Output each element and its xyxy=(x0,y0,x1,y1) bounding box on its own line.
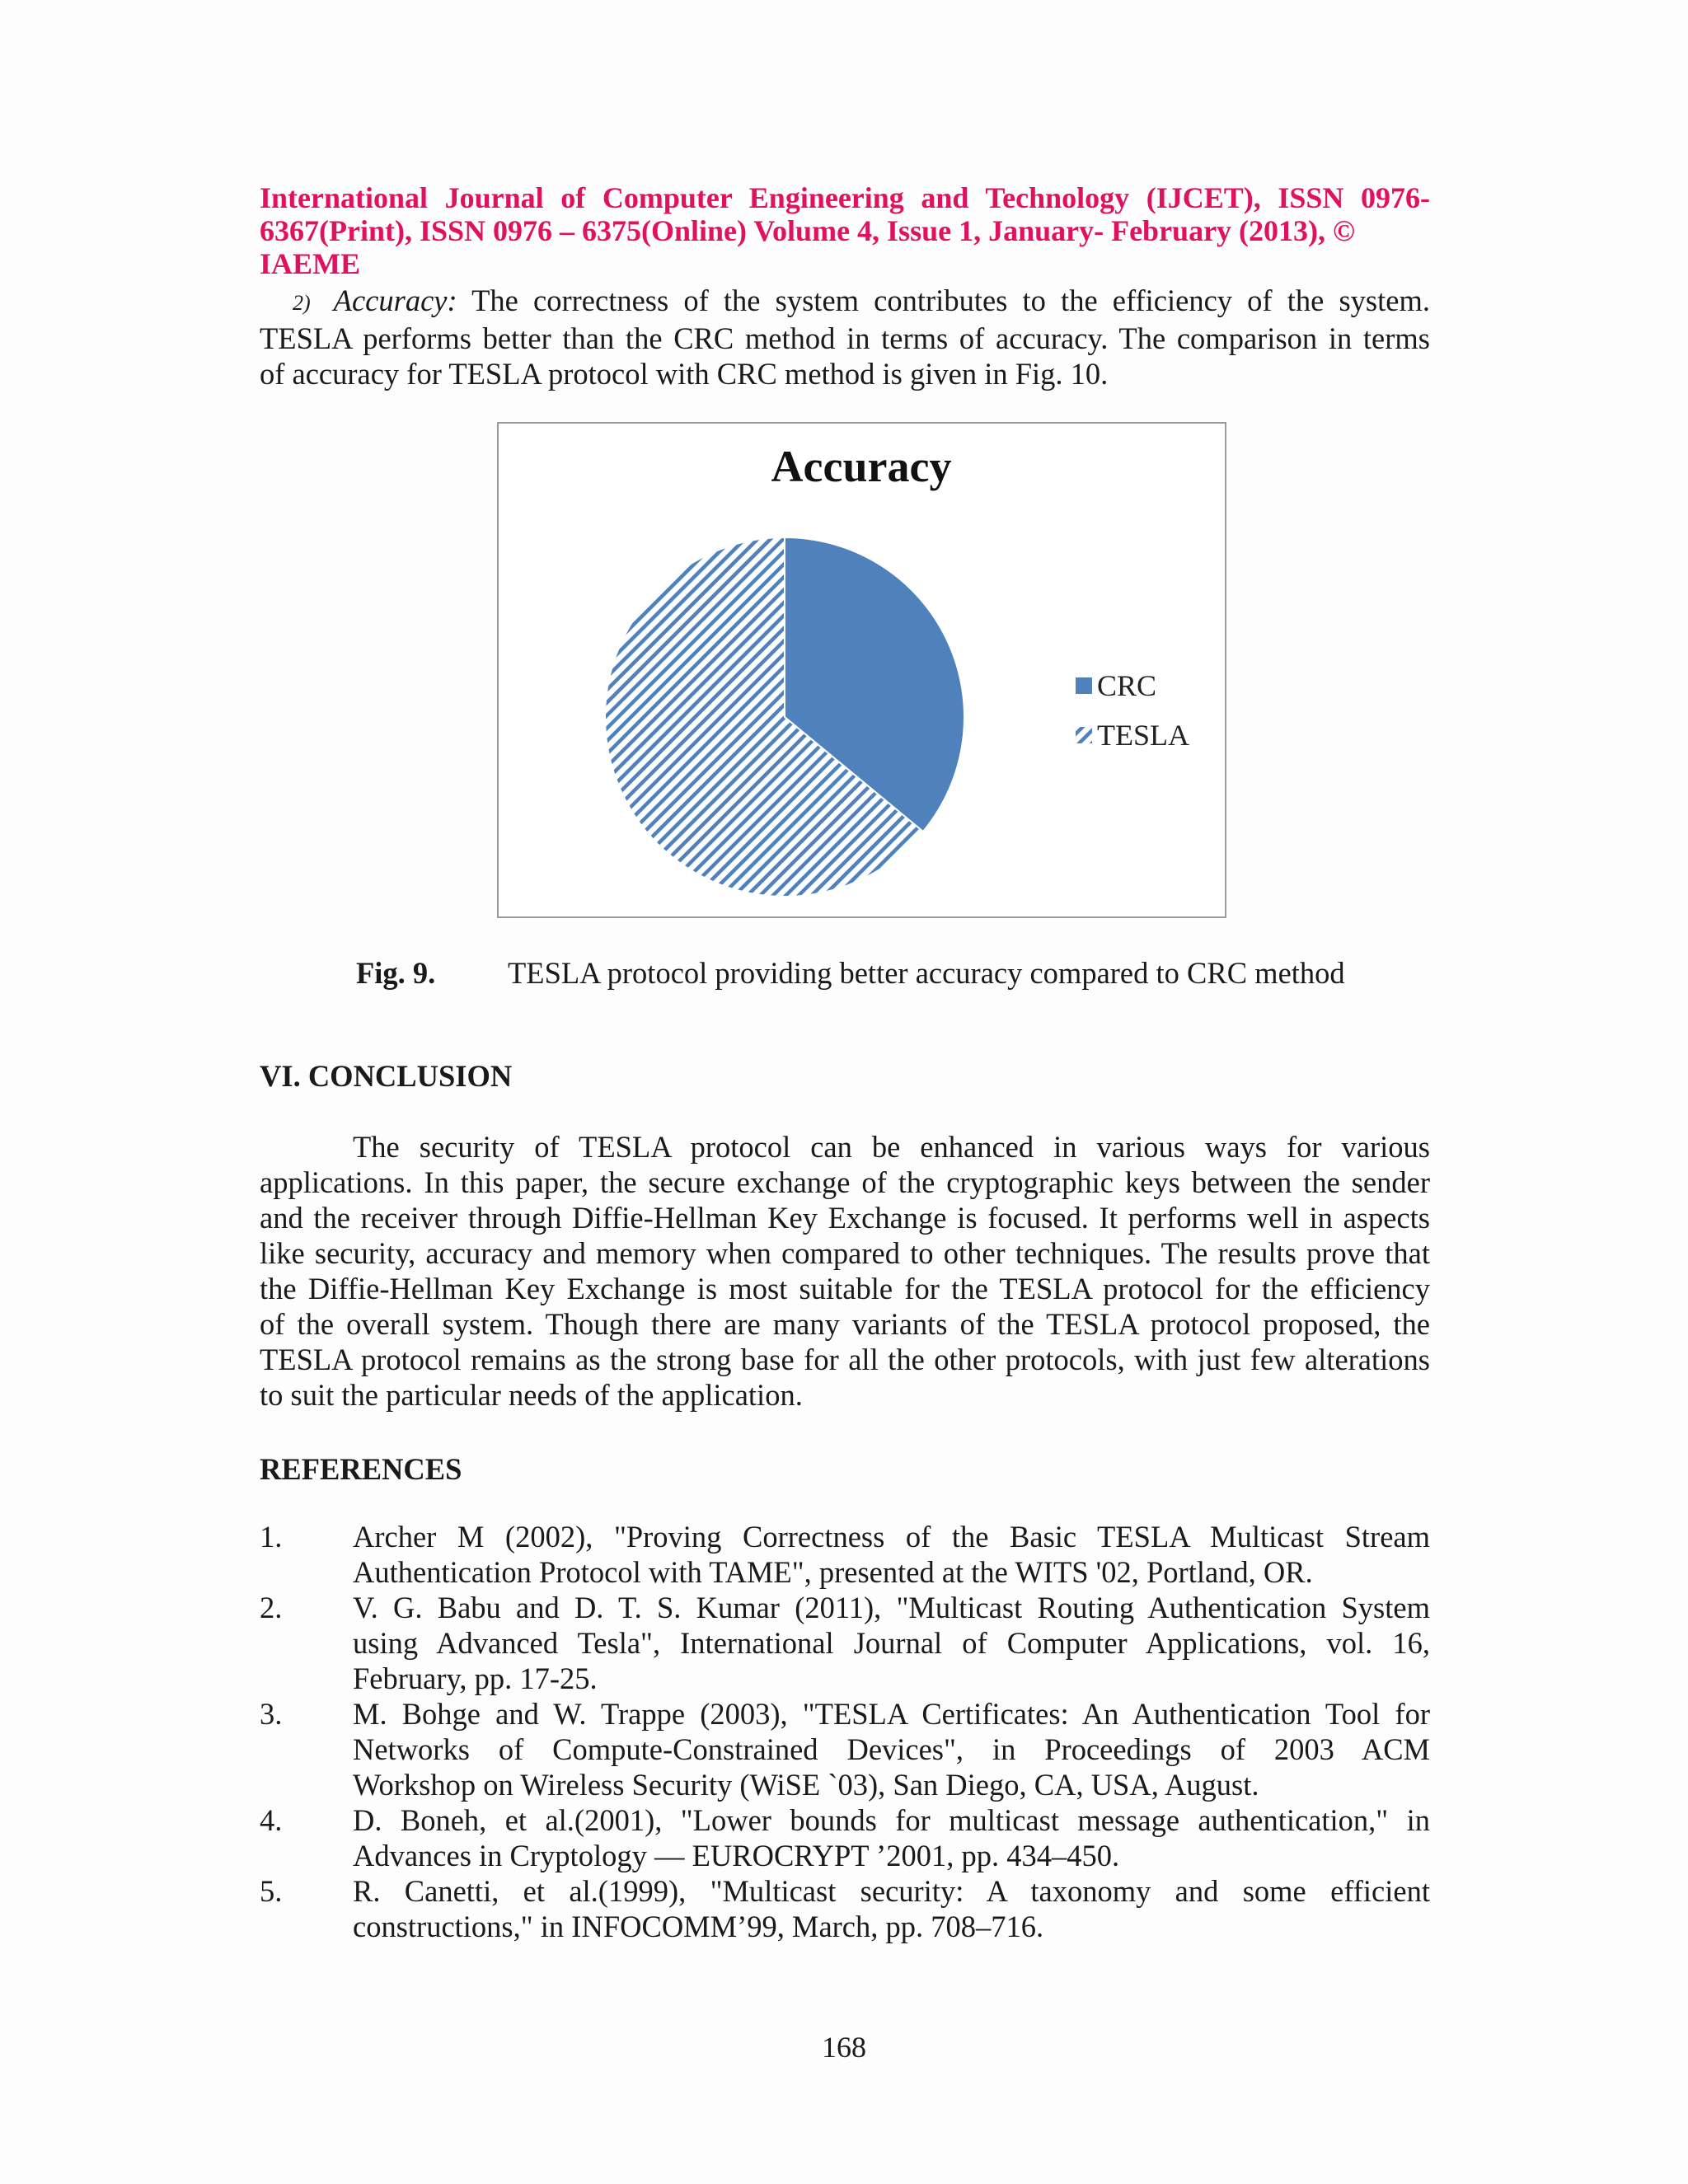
references-list xyxy=(260,1519,1430,1944)
page-number: 168 xyxy=(822,2031,866,2064)
conclusion-line: TESLA protocol remains as the strong base for all the other protocols, with just few alterations xyxy=(260,1343,1430,1376)
journal-header xyxy=(260,181,1430,280)
chart-title: Accuracy xyxy=(771,442,952,491)
accuracy-chart xyxy=(497,422,1226,918)
legend-swatch-crc xyxy=(1076,677,1092,694)
reference-number: 2. xyxy=(260,1591,283,1624)
reference-number: 4. xyxy=(260,1803,283,1837)
conclusion-line: like security, accuracy and memory when compared to other techniques. The results prove that xyxy=(260,1236,1430,1270)
reference-line: Advances in Cryptology — EUROCRYPT ’2001, pp. 434–450. xyxy=(353,1839,1120,1872)
reference-item xyxy=(260,1590,1430,1696)
reference-number: 1. xyxy=(260,1520,283,1554)
legend-label-crc: CRC xyxy=(1097,669,1157,702)
reference-item xyxy=(260,1802,1430,1873)
conclusion-line: applications. In this paper, the secure exchange of the cryptographic keys between the sender xyxy=(260,1165,1430,1199)
accuracy-paragraph-line-1 xyxy=(260,283,1430,321)
conclusion-line: the Diffie-Hellman Key Exchange is most suitable for the TESLA protocol for the efficiency xyxy=(260,1272,1430,1305)
reference-line: constructions," in INFOCOMM’99, March, pp. 708–716. xyxy=(353,1910,1044,1943)
accuracy-paragraph-line-2: TESLA performs better than the CRC method in terms of accuracy. The comparison in terms xyxy=(260,321,1430,355)
figure-caption-text: TESLA protocol providing better accuracy compared to CRC method xyxy=(508,956,1345,990)
legend-label-tesla: TESLA xyxy=(1097,719,1189,752)
reference-line: M. Bohge and W. Trappe (2003), "TESLA Certificates: An Authentication Tool for xyxy=(353,1697,1430,1731)
legend-swatch-tesla xyxy=(1076,727,1092,743)
reference-line: February, pp. 17-25. xyxy=(353,1661,598,1695)
reference-line: D. Boneh, et al.(2001), "Lower bounds for multicast message authentication," in xyxy=(353,1803,1430,1837)
accuracy-line-1-text: The correctness of the system contributes to the efficiency of the system. xyxy=(457,284,1430,317)
chart-legend xyxy=(1076,669,1189,752)
conclusion-paragraph xyxy=(260,1129,1430,1413)
reference-line: Workshop on Wireless Security (WiSE `03), San Diego, CA, USA, August. xyxy=(353,1768,1259,1802)
journal-header-line-2: 6367(Print), ISSN 0976 – 6375(Online) Volume 4, Issue 1, January- February (2013), © IAEME xyxy=(260,214,1355,280)
item-number: 2) xyxy=(293,291,311,315)
reference-item xyxy=(260,1696,1430,1802)
accuracy-paragraph xyxy=(260,283,1430,391)
figure-label: Fig. 9. xyxy=(356,956,436,990)
conclusion-heading: VI. CONCLUSION xyxy=(260,1059,513,1093)
references-heading: REFERENCES xyxy=(260,1452,462,1486)
reference-line: Authentication Protocol with TAME", presented at the WITS '02, Portland, OR. xyxy=(353,1555,1313,1589)
figure-caption xyxy=(356,956,1428,991)
reference-line: R. Canetti, et al.(1999), "Multicast security: A taxonomy and some efficient xyxy=(353,1874,1430,1908)
item-term: Accuracy: xyxy=(333,284,457,317)
reference-number: 5. xyxy=(260,1874,283,1908)
reference-line: using Advanced Tesla", International Journal of Computer Applications, vol. 16, xyxy=(353,1626,1430,1660)
reference-line: V. G. Babu and D. T. S. Kumar (2011), "Multicast Routing Authentication System xyxy=(353,1591,1430,1624)
reference-number: 3. xyxy=(260,1697,283,1731)
accuracy-paragraph-line-3: of accuracy for TESLA protocol with CRC method is given in Fig. 10. xyxy=(260,357,1109,391)
journal-header-line-1: International Journal of Computer Engineering and Technology (IJCET), ISSN 0976- xyxy=(260,181,1430,214)
reference-line: Networks of Compute-Constrained Devices", in Proceedings of 2003 ACM xyxy=(353,1732,1430,1766)
reference-item xyxy=(260,1873,1430,1944)
reference-item xyxy=(260,1519,1430,1590)
conclusion-line: and the receiver through Diffie-Hellman Key Exchange is focused. It performs well in aspects xyxy=(260,1201,1430,1235)
conclusion-line: The security of TESLA protocol can be enhanced in various ways for various xyxy=(353,1130,1430,1164)
conclusion-line: of the overall system. Though there are many variants of the TESLA protocol proposed, the xyxy=(260,1307,1430,1341)
pie-slices xyxy=(605,537,964,897)
reference-line: Archer M (2002), "Proving Correctness of the Basic TESLA Multicast Stream xyxy=(353,1520,1430,1554)
accuracy-pie-svg xyxy=(499,424,1225,916)
conclusion-line: to suit the particular needs of the application. xyxy=(260,1378,803,1412)
